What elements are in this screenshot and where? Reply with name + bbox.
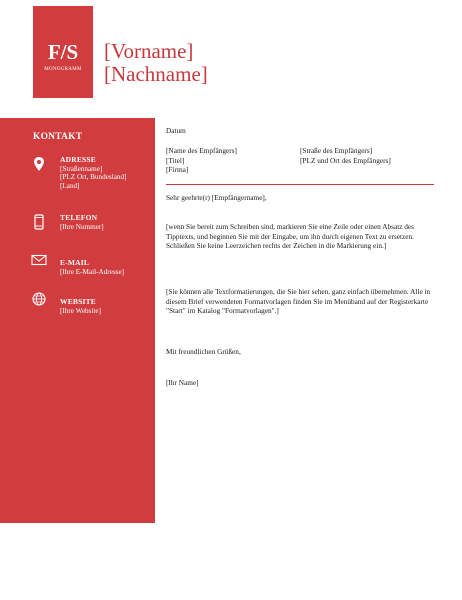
body-paragraph-2[interactable]: [Sie können alle Textformatierungen, die Sie hier sehen, ganz einfach übernehmen. Alle in diesem Brief verwendeten Formatvorlagen finden Sie im Menüband auf der Registerkarte "Start" im Katalog "Formatvorlagen".] [166, 287, 431, 316]
last-name[interactable]: [Nachname] [104, 62, 208, 86]
recipient-title[interactable]: [Titel] [166, 155, 185, 165]
name-block [104, 40, 208, 86]
address-line[interactable]: [Straßenname] [60, 164, 103, 173]
globe-icon [31, 291, 47, 307]
monogram-box [33, 6, 93, 98]
closing[interactable]: Mit freundlichen Grüßen, [166, 347, 241, 356]
recipient-name[interactable]: [Name des Empfängers] [166, 146, 237, 155]
contact-sidebar [0, 118, 155, 523]
phone-icon [31, 214, 47, 230]
recipient-city[interactable]: [PLZ und Ort des Empfängers] [300, 155, 391, 165]
body-paragraph-1[interactable]: [wenn Sie bereit zum Schreiben sind, markieren Sie eine Zeile oder einen Absatz des Tipptexts, und beginnen Sie mit der Eingabe, um ihn durch eigenen Text zu ersetzen. Schließen Sie keine Leerzeichen rechts der Zeichen in die Markierung ein.] [166, 222, 415, 251]
signature[interactable]: [Ihr Name] [166, 378, 199, 387]
salutation[interactable]: Sehr geehrte(r) [Empfängername], [166, 193, 267, 202]
location-pin-icon [31, 156, 47, 172]
letter-divider [166, 184, 434, 185]
first-name[interactable]: [Vorname] [104, 39, 194, 63]
monogram-initials: F/S [47, 40, 79, 64]
email-value[interactable]: [Ihre E-Mail-Adresse] [60, 267, 125, 276]
mail-icon [31, 252, 47, 268]
recipient-street[interactable]: [Straße des Empfängers] [300, 146, 373, 155]
letter-date-block [166, 126, 434, 135]
letter-date[interactable]: Datum [166, 126, 186, 135]
address-heading: ADRESSE [60, 155, 96, 164]
recipient-company[interactable]: [Firma] [166, 165, 189, 175]
address-line[interactable]: [PLZ Ort, Bundesland] [60, 173, 127, 182]
website-value[interactable]: [Ihre Website] [60, 306, 101, 315]
website-heading: WEBSITE [60, 297, 96, 306]
phone-heading: TELEFON [60, 213, 98, 222]
address-line[interactable]: [Land] [60, 181, 80, 190]
sidebar-title: KONTAKT [33, 132, 83, 142]
monogram-label: MONOGRAMM [44, 67, 82, 72]
phone-value[interactable]: [Ihre Nummer] [60, 222, 104, 231]
email-heading: E-MAIL [60, 258, 90, 267]
